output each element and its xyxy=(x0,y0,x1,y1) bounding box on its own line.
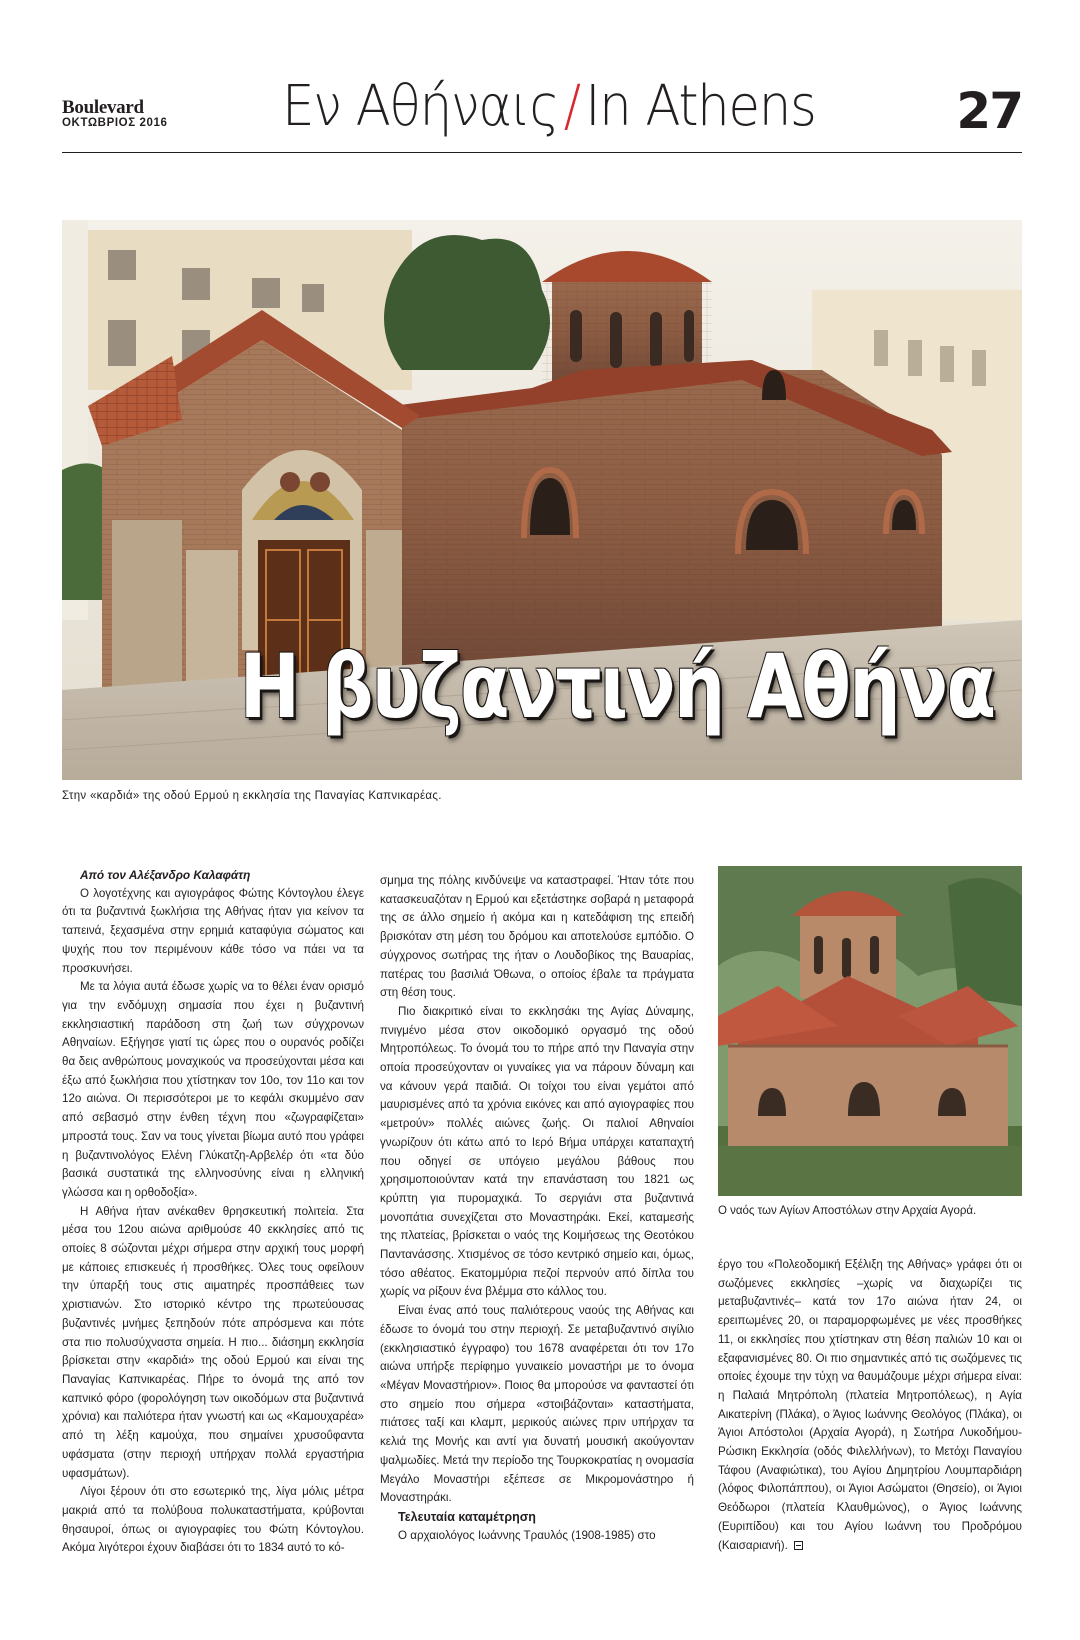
hero-photo xyxy=(62,220,1022,780)
holy-apostles-church-illustration xyxy=(718,866,1022,1196)
section-title-greek: Εν Αθήναις xyxy=(282,74,559,139)
article-headline: Η βυζαντινή Αθήνα xyxy=(239,635,994,738)
issue-date: ΟΚΤΩΒΡΙΟΣ 2016 xyxy=(62,117,168,129)
page-number: 27 xyxy=(956,82,1022,140)
paragraph: σμημα της πόλης κινδύνεψε να καταστραφεί. Ήταν τότε που κατασκευαζόταν η Ερμού και εξετάστηκε σοβαρά η μεταφορά της σε άλλο σημείο ή ακόμα και η κατεδάφιση της επειδή βρισκόταν στη μέση του δρόμου και αποτελούσε εμπόδιο. Ο σύγχρονος σωτήρας της ήταν ο Λουδοβίκος της Βαυαρίας, πατέρας του βασιλιά Όθωνα, ο οποίος έβαλε τα πράγματα στη θέση τους. xyxy=(380,874,694,1000)
paragraph: Η Αθήνα ήταν ανέκαθεν θρησκευτική πολιτεία. Στα μέσα του 12ου αιώνα αριθμούσε 40 εκκλησίες από τις οποίες 8 σώζονται μέχρι σήμερα στην αρχική τους μορφή με κάποιες επισκευές ή προσθήκες. Όλες τους οφείλουν την ύπαρξή τους στις αιματηρές προσπάθειες των χριστιανών. Στο ιστορικό κέντρο της πρωτεύουσας βυζαντινές μνήμες ξεπηδούν πότε απρόσμενα και πότε στα πιο πολυσύχναστα σημεία. Η πιο... διάσημη εκκλησία βρίσκεται στην «καρδιά» της οδού Ερμού και είναι της Παναγίας Καπνικαρέας. Πήρε το όνομά της από τον καπνικό φόρο (φορολόγηση των οικοδόμων στα βυζαντινά χρόνια) και παλιότερα ήταν γνωστή και ως «Καμουχαρέα» από τη λέξη καμούχα, που σημαίνει χρυσοΰφαντα υφάσματα (στην περιοχή υπήρχαν πολλά εργαστήρια υφασμάτων). xyxy=(62,1204,364,1480)
paragraph: Πιο διακριτικό είναι το εκκλησάκι της Αγίας Δύναμης, πνιγμένο μέσα στον οικοδομικό οργασμό της οδού Μητροπόλεως. Το όνομά του το πήρε από την Παναγία στην οποία προσεύχονταν οι γυναίκες για να πάρουν δύναμη και να κάνουν γερά παιδιά. Οι τοίχοι του είναι γεμάτοι από μαυρισμένες από τα χρόνια εικόνες και από αγιογραφίες που «μετρούν» πολλές αιώνες ζωής. Οι παλιοί Αθηναίοι γνωρίζουν ότι κάτω από το Ιερό Βήμα υπάρχει καταπαχτή που οδηγεί σε υπόγειο μεγάλου βάθους που χρησιμοποιούνταν κατά την επανάσταση του 1821 ως κρύπτη για πυρομαχικά. Το σεργιάνι στα βυζαντινά μονοπάτια συνεχίζεται στο Μοναστηράκι. Εκεί, καταμεσής της πλατείας, βρίσκεται ο ναός της Κοιμήσεως της Θεοτόκου Πανταvάσσης. Χτισμένος σε τόσο κεντρικό σημείο και, όμως, τόσο αθέατος. Εκατομμύρια πεζοί περνούν από δίπλα του χωρίς να ρίξουν ένα βλέμμα στο κάλλος του. xyxy=(380,1004,694,1299)
magazine-logo: Boulevard xyxy=(62,97,144,118)
paragraph: Ο λογοτέχνης και αγιογράφος Φώτης Κόντογλου έλεγε ότι τα βυζαντινά ξωκλήσια της Αθήνας ήταν για κείνον τα ταπεινά, ξεχασμένα στην ερημιά καταφύγια σώματος και ψυχής που τον περιμένουν κάθε τόσο να πάει να τα προσκυνήσει. xyxy=(62,886,364,975)
subheading: Τελευταία καταμέτρηση xyxy=(398,1509,536,1524)
paragraph: Με τα λόγια αυτά έδωσε χωρίς να το θέλει έναν ορισμό για την ενδόμυχη σημασία που έχει η βυζαντινή εκκλησιαστική παράδοση στη ζωή των σύγχρονων Αθηναίων. Εξήγησε γιατί τις ώρες που ο ουρανός ροδίζει θα δεις ανθρώπους μοναχικούς να προσεύχονται μέσα και έξω από ξωκλήσια που χτίστηκαν τον 10ο, τον 11ο και τον 12ο αιώνα. Οι περισσότεροι με το κεφάλι σκυμμένο σαν από σεβασμό στην ένθεη τέχνη που «ζωγραφίζεται» μπροστά τους. Σαν να τους γίνεται βίωμα αυτό που γράφει η βυζαντινολόγος Ελένη Γλύκατζη-Αρβελέρ ότι «τα δύο βασικά συστατικά της ελληνοσύνης είναι η ελληνική γλώσσα και η ορθοδοξία». xyxy=(62,980,364,1199)
side-photo xyxy=(718,866,1022,1196)
hero-caption: Στην «καρδιά» της οδού Ερμού η εκκλησία της Παναγίας Καπνικαρέας. xyxy=(62,790,442,802)
article-column-3 xyxy=(718,1256,1022,1555)
side-photo-caption: Ο ναός των Αγίων Αποστόλων στην Αρχαία Αγορά. xyxy=(718,1205,977,1217)
article-column-2 xyxy=(380,872,694,1545)
end-of-article-icon xyxy=(794,1541,803,1550)
byline: Από τον Αλέξανδρο Καλαφάτη xyxy=(80,868,251,882)
paragraph: Ο αρχαιολόγος Ιωάννης Τραυλός (1908-1985) στο xyxy=(398,1528,656,1542)
section-title-english: In Athens xyxy=(585,74,816,139)
section-title xyxy=(282,74,815,139)
article-column-1 xyxy=(62,866,364,1558)
paragraph: Είναι ένας από τους παλιότερους ναούς της Αθήνας και έδωσε το όνομά του στην περιοχή. Σε μεταβυζαντινό σιγίλιο (εκκλησιαστικό έγγραφο) του 1678 αναφέρεται ότι τον 17ο αιώνα υπήρξε περίφημο γυναικείο μοναστήρι με το όνομα «Μέγαν Μοναστήριον». Ποιος θα μπορούσε να φανταστεί ότι στο σημείο που σήμερα «στοιβάζονται» καταστήματα, πιάτσες ταξί και κλαμπ, μερικούς αιώνες πριν υπήρχαν τα κελιά της Μονής και αντί για δυνατή μουσική ακούγονταν ψαλμωδίες. Μετά την περίοδο της Τουρκοκρατίας η ονομασία Μεγάλο Μοναστήρι εξέπεσε σε Μικρομονάστηρο ή Μοναστηράκι. xyxy=(380,1304,694,1505)
paragraph: Λίγοι ξέρουν ότι στο εσωτερικό της, λίγα μόλις μέτρα μακριά από τα πολύβουα πολυκαταστήματα, κρύβονται θησαυροί, όπως οι αγιογραφίες του Φώτη Κόντογλου. Ακόμα λιγότεροι έχουν διαβάσει ότι το 1834 αυτό το κό- xyxy=(62,1485,364,1555)
paragraph-text: έργο του «Πολεοδομική Εξέλιξη της Αθήνας» γράφει ότι οι σωζόμενες εκκλησίες –χωρίς να διαχωρίζει τις μεταβυζαντινές– κατά τον 17ο αιώνα ήταν 24, οι ερειπωμένες 20, οι παραμορφωμένες με νέες προσθήκες 11, οι εκκλησίες που χτίστηκαν στη θέση παλιών 10 και οι εξαφανισμένες 80. Οι πιο σημαντικές από τις σωζόμενες τις οποίες έχουμε την τύχη να θαυμάζουμε μέχρι σήμερα είναι: η Παλαιά Μητρόπολη (πλατεία Μητροπόλεως), η Αγία Αικατερίνη (Πλάκα), ο Άγιος Ιωάννης Θεολόγος (Πλάκα), οι Άγιοι Απόστολοι (Αρχαία Αγορά), η Σωτήρα Λυκοδήμου-Ρώσικη Εκκλησία (οδός Φιλελλήνων), το Μετόχι Παναγίου Τάφου (Αναφιώτικα), του Αγίου Δημητρίου Λουμπαρδιάρη (λόφος Φιλοπάππου), οι Άγιοι Ασώματοι (Θησείο), οι Άγιοι Θεόδωροι (πλατεία Κλαυθμώνος), ο Άγιος Ιωάννης (Ευριπίδου) και του Αγίου Ιωάννη του Προδρόμου (Καισαριανή). xyxy=(718,1258,1022,1552)
masthead xyxy=(62,98,167,130)
paragraph xyxy=(718,1256,1022,1555)
header-divider xyxy=(62,152,1022,153)
section-title-slash: / xyxy=(563,74,580,139)
